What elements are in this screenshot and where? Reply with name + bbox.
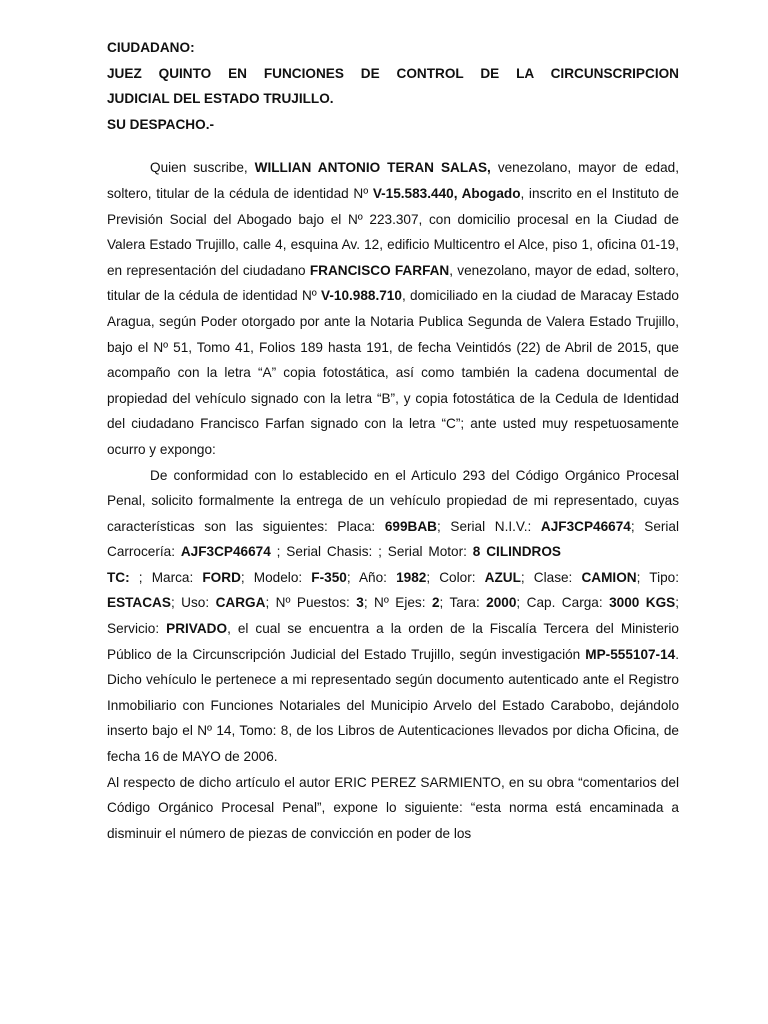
vehicle-type: ESTACAS <box>107 595 171 611</box>
paragraph-vehicle-request <box>107 463 679 770</box>
vehicle-tare: 2000 <box>486 595 517 611</box>
text-segment: ; Uso: <box>170 595 216 611</box>
text-segment: ; Servicio: <box>107 595 680 637</box>
client-name: FRANCISCO FARFAN <box>309 262 450 278</box>
text-segment: De conformidad con lo establecido en el Articulo 293 del Código Orgánico Procesal Penal, solicito formalmente la entrega de un vehículo propiedad de mi representado, cuyas características son las siguientes: Placa: <box>107 467 679 534</box>
text-segment: ; Modelo: <box>240 569 312 585</box>
client-id: V-10.988.710 <box>321 288 402 304</box>
text-segment: ; Año: <box>346 569 397 585</box>
text-segment: Quien suscribe, <box>150 160 255 176</box>
vehicle-year: 1982 <box>396 569 427 585</box>
vehicle-class: CAMION <box>581 569 637 585</box>
text-segment: ; Tipo: <box>636 569 679 585</box>
text-segment: ; Cap. Carga: <box>516 595 610 611</box>
text-segment: , inscrito en el Instituto de Previsión Social del Abogado bajo el Nº 223.307, con domicilio procesal en la Ciudad de Valera Estado Trujillo, calle 4, esquina Av. 12, edificio Multicentro el Alce, piso 1, oficina 01-19, en representación del ciudadano <box>107 185 679 278</box>
text-segment: . Dicho vehículo le pertenece a mi representado según documento autenticado ante el Registro Inmobiliario con Funciones Notariales del Municipio Arvelo del Estado Carabobo, dejándolo inserto bajo el Nº 14, Tomo: 8, de los Libros de Autenticaciones llevados por dicha Oficina, de fecha 16 de MAYO de 2006. <box>107 646 679 765</box>
vehicle-color: AZUL <box>484 569 521 585</box>
vehicle-use: CARGA <box>215 595 266 611</box>
vehicle-capacity: 3000 KGS <box>609 595 676 611</box>
vehicle-plate: 699BAB <box>384 518 437 534</box>
vehicle-make: FORD <box>202 569 241 585</box>
document-body <box>107 155 679 846</box>
text-segment: venezolano, mayor de edad, soltero, titular de la cédula de identidad Nº <box>107 160 679 201</box>
lawyer-name: WILLIAN ANTONIO TERAN SALAS, <box>254 160 491 176</box>
header-line-ciudadano: CIUDADANO: <box>107 40 195 55</box>
lawyer-id: V-15.583.440, Abogado <box>372 185 521 201</box>
text-segment: ; Nº Ejes: <box>363 595 432 611</box>
text-segment: , venezolano, mayor de edad, soltero, titular de la cédula de identidad Nº <box>107 262 679 304</box>
text-segment: ; Serial Carrocería: <box>107 518 680 560</box>
investigation-number: MP-555107-14 <box>585 646 676 662</box>
text-segment: ; Tara: <box>439 595 487 611</box>
text-segment: ; Marca: <box>129 569 203 585</box>
vehicle-axles: 2 <box>431 595 440 611</box>
header-line-despacho: SU DESPACHO.- <box>107 116 214 132</box>
vehicle-engine: 8 CILINDROS <box>472 544 561 560</box>
header-line-judicial: JUDICIAL DEL ESTADO TRUJILLO. <box>107 91 334 107</box>
text-segment: , el cual se encuentra a la orden de la Fiscalía Tercera del Ministerio Público de la Circunscripción Judicial del Estado Trujillo, según investigación <box>107 621 679 662</box>
header-line-juez: JUEZ QUINTO EN FUNCIONES DE CONTROL DE LA CIRCUNSCRIPCION <box>107 65 679 81</box>
paragraph-introduction <box>107 155 679 462</box>
vehicle-serial-body: AJF3CP46674 <box>180 544 271 560</box>
text-segment: ; Clase: <box>520 569 582 585</box>
text-segment: , domiciliado en la ciudad de Maracay Estado Aragua, según Poder otorgado por ante la Notaria Publica Segunda de Valera Estado Trujillo, bajo el Nº 51, Tomo 41, Folios 189 hasta 191, de fecha Veintidós (22) de Abril de 2015, que acompaño con la letra “A” copia fotostática, así como también la cadena documental de propiedad del vehículo signado con la letra “B”, y copia fotostática de la Cedula de Identidad del ciudadano Francisco Farfan signado con la letra “C”; ante usted muy respetuosamente ocurro y expongo: <box>107 288 679 457</box>
addressee-header <box>107 35 679 137</box>
text-segment: ; Serial Chasis: ; Serial Motor: <box>270 544 473 560</box>
vehicle-service: PRIVADO <box>166 621 228 637</box>
paragraph-commentary: Al respecto de dicho artículo el autor ERIC PEREZ SARMIENTO, en su obra “comentarios del Código Orgánico Procesal Penal”, expone lo siguiente: “esta norma está encaminada a disminuir el número de piezas de convicción en poder de los <box>107 774 679 841</box>
vehicle-engine-tc: TC: <box>107 569 130 585</box>
vehicle-serial-niv: AJF3CP46674 <box>540 518 631 534</box>
vehicle-model: F-350 <box>311 569 347 585</box>
text-segment: ; Nº Puestos: <box>265 595 357 611</box>
vehicle-seats: 3 <box>356 595 364 611</box>
text-segment: ; Color: <box>426 569 485 585</box>
text-segment: ; Serial N.I.V.: <box>436 518 541 534</box>
